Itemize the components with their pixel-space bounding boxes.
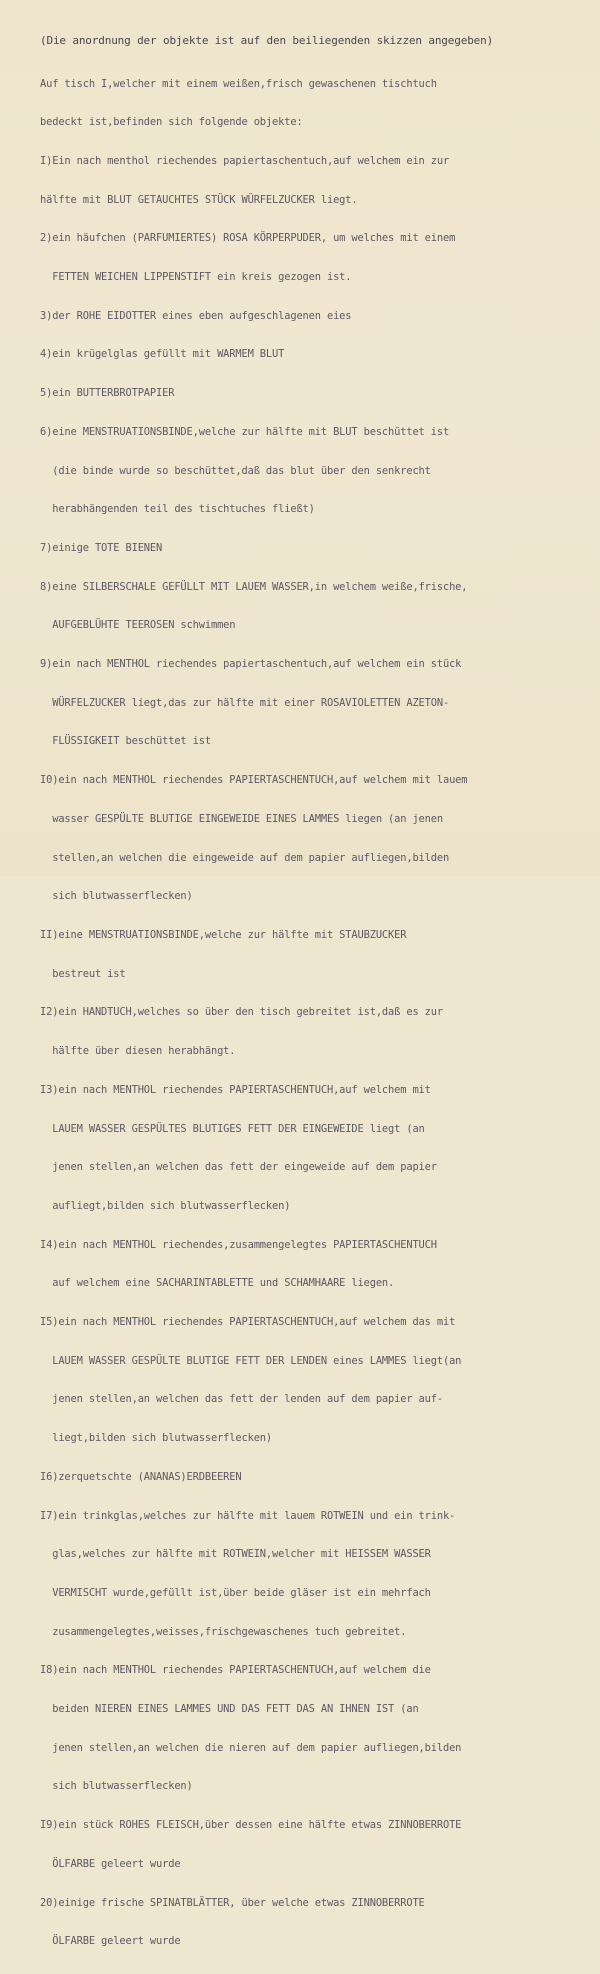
text-line: bedeckt ist,befinden sich folgende objekte: <box>40 116 303 129</box>
text-line: glas,welches zur hälfte mit ROTWEIN,welcher mit HEISSEM WASSER <box>40 1548 431 1561</box>
text-line: LAUEM WASSER GESPÜLTE BLUTIGE FETT DER LENDEN eines LAMMES liegt(an <box>40 1354 462 1367</box>
list-item-17: I7)ein trinkglas,welches zur hälfte mit lauem ROTWEIN und ein trink- <box>40 1509 456 1522</box>
list-item-5: 5)ein BUTTERBROTPAPIER <box>40 387 175 400</box>
text-line: sich blutwasserflecken) <box>40 890 193 903</box>
list-item-2: 2)ein häufchen (PARFUMIERTES) ROSA KÖRPERPUDER, um welches mit einem <box>40 232 456 245</box>
list-item-14: I4)ein nach MENTHOL riechendes,zusammengelegtes PAPIERTASCHENTUCH <box>40 1238 437 1251</box>
list-item-19: I9)ein stück ROHES FLEISCH,über dessen eine hälfte etwas ZINNOBERROTE <box>40 1819 462 1832</box>
list-item-3: 3)der ROHE EIDOTTER eines eben aufgeschlagenen eies <box>40 309 352 322</box>
text-line: ÖLFARBE geleert wurde <box>40 1857 181 1870</box>
list-item-6: 6)eine MENSTRUATIONSBINDE,welche zur hälfte mit BLUT beschüttet ist <box>40 425 450 438</box>
list-item-12: I2)ein HANDTUCH,welches so über den tisch gebreitet ist,daß es zur <box>40 1006 443 1019</box>
text-line: WÜRFELZUCKER liegt,das zur hälfte mit einer ROSAVIOLETTEN AZETON- <box>40 696 450 709</box>
text-line: Auf tisch I,welcher mit einem weißen,frisch gewaschenen tischtuch <box>40 77 437 90</box>
list-item-13: I3)ein nach MENTHOL riechendes PAPIERTASCHENTUCH,auf welchem mit <box>40 1083 431 1096</box>
header-note: (Die anordnung der objekte ist auf den beiliegenden skizzen angegeben) <box>40 33 494 47</box>
text-line: (die binde wurde so beschüttet,daß das blut über den senkrecht <box>40 464 431 477</box>
list-item-16: I6)zerquetschte (ANANAS)ERDBEEREN <box>40 1470 242 1483</box>
text-line: zusammengelegtes,weisses,frischgewaschenes tuch gebreitet. <box>40 1625 407 1638</box>
text-line: auf welchem eine SACHARINTABLETTE und SCHAMHAARE liegen. <box>40 1277 395 1290</box>
list-item-11: II)eine MENSTRUATIONSBINDE,welche zur hälfte mit STAUBZUCKER <box>40 928 407 941</box>
text-line: LAUEM WASSER GESPÜLTES BLUTIGES FETT DER EINGEWEIDE liegt (an <box>40 1122 425 1135</box>
text-line: AUFGEBLÜHTE TEEROSEN schwimmen <box>40 619 236 632</box>
text-line: bestreut ist <box>40 967 126 980</box>
text-line: herabhängenden teil des tischtuches fließt) <box>40 503 315 516</box>
text-line: hälfte mit BLUT GETAUCHTES STÜCK WÜRFELZUCKER liegt. <box>40 193 358 206</box>
text-line: FLÜSSIGKEIT beschüttet ist <box>40 735 211 748</box>
text-line: FETTEN WEICHEN LIPPENSTIFT ein kreis gezogen ist. <box>40 271 352 284</box>
text-line: ÖLFARBE geleert wurde <box>40 1935 181 1948</box>
list-item-4: 4)ein krügelglas gefüllt mit WARMEM BLUT <box>40 348 285 361</box>
text-line: aufliegt,bilden sich blutwasserflecken) <box>40 1199 291 1212</box>
list-item-10: I0)ein nach MENTHOL riechendes PAPIERTASCHENTUCH,auf welchem mit lauem <box>40 774 468 787</box>
text-line: beiden NIEREN EINES LAMMES UND DAS FETT DAS AN IHNEN IST (an <box>40 1703 419 1716</box>
list-item-20: 20)einige frische SPINATBLÄTTER, über welche etwas ZINNOBERROTE <box>40 1896 425 1909</box>
text-line: stellen,an welchen die eingeweide auf dem papier aufliegen,bilden <box>40 851 450 864</box>
typed-text-body <box>40 9 596 1974</box>
list-item-8: 8)eine SILBERSCHALE GEFÜLLT MIT LAUEM WASSER,in welchem weiße,frische, <box>40 580 468 593</box>
list-item-7: 7)einige TOTE BIENEN <box>40 541 163 554</box>
text-line: jenen stellen,an welchen das fett der lenden auf dem papier auf- <box>40 1393 443 1406</box>
text-line: sich blutwasserflecken) <box>40 1780 193 1793</box>
text-line: jenen stellen,an welchen die nieren auf dem papier aufliegen,bilden <box>40 1741 462 1754</box>
text-line: hälfte über diesen herabhängt. <box>40 1045 236 1058</box>
text-line: wasser GESPÜLTE BLUTIGE EINGEWEIDE EINES LAMMES liegen (an jenen <box>40 812 443 825</box>
list-item-18: I8)ein nach MENTHOL riechendes PAPIERTASCHENTUCH,auf welchem die <box>40 1664 431 1677</box>
text-line: jenen stellen,an welchen das fett der eingeweide auf dem papier <box>40 1161 437 1174</box>
list-item-9: 9)ein nach MENTHOL riechendes papiertaschentuch,auf welchem ein stück <box>40 658 462 671</box>
text-line: VERMISCHT wurde,gefüllt ist,über beide gläser ist ein mehrfach <box>40 1586 431 1599</box>
list-item-1: I)Ein nach menthol riechendes papiertaschentuch,auf welchem ein zur <box>40 154 450 167</box>
list-item-15: I5)ein nach MENTHOL riechendes PAPIERTASCHENTUCH,auf welchem das mit <box>40 1316 456 1329</box>
text-line: liegt,bilden sich blutwasserflecken) <box>40 1432 273 1445</box>
